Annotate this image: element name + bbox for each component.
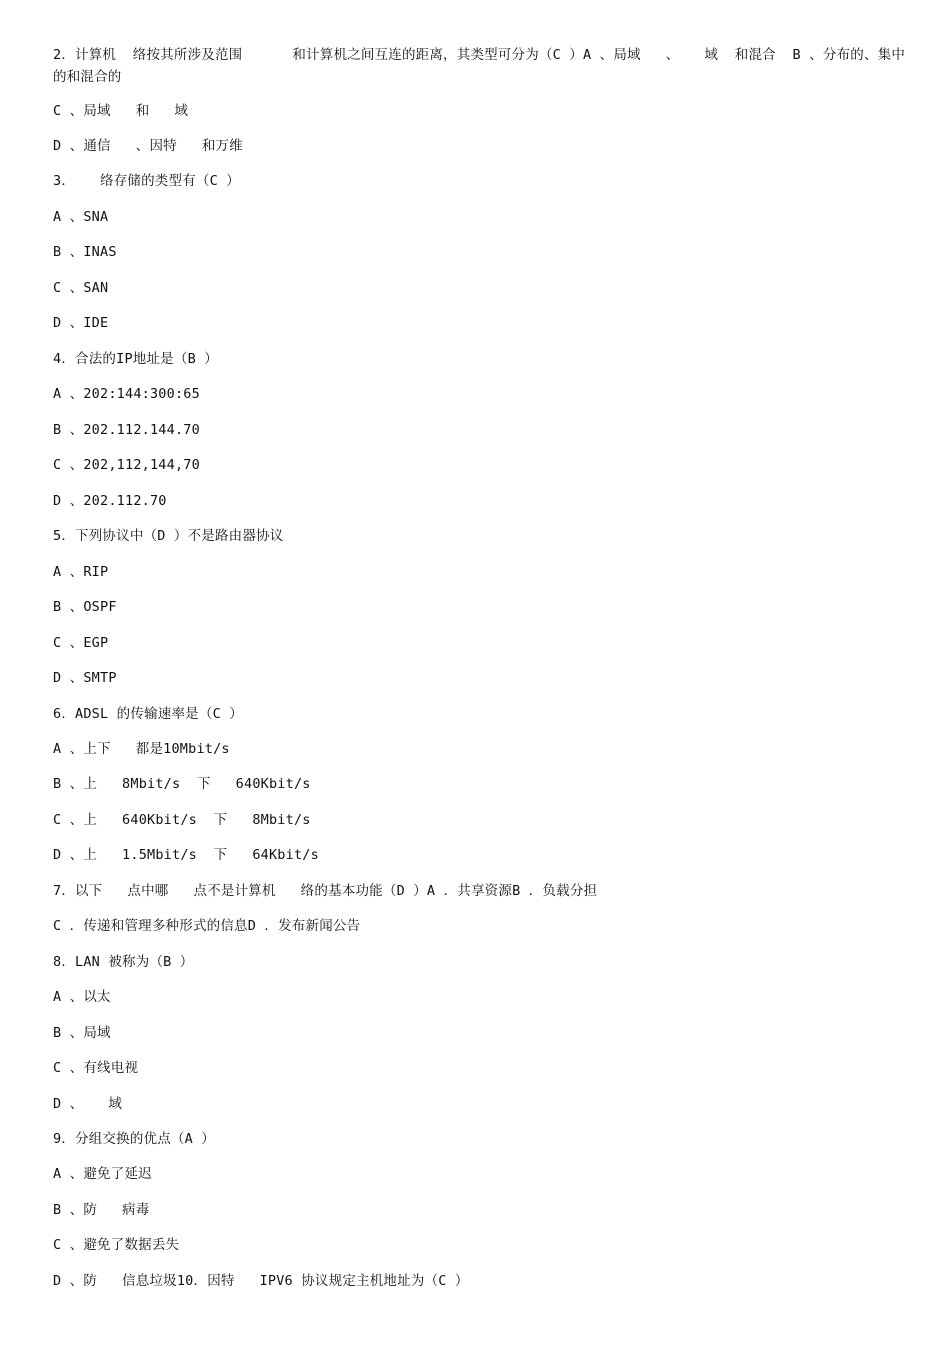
question-4-text: 4．合法的IP地址是（B ） xyxy=(53,351,218,367)
question-2-option-c: C 、局域 和 域 xyxy=(53,103,189,119)
question-4-option-a: A 、202:144:300:65 xyxy=(53,386,200,402)
question-6-option-d: D 、上 1.5Mbit/s 下 64Kbit/s xyxy=(53,847,319,863)
question-8-option-a: A 、以太 xyxy=(53,989,111,1005)
question-8-option-c: C 、有线电视 xyxy=(53,1060,139,1076)
question-9-option-c: C 、避免了数据丢失 xyxy=(53,1237,180,1253)
question-5-option-b: B 、OSPF xyxy=(53,599,117,615)
question-2-option-d: D 、通信 、因特 和万维 xyxy=(53,138,243,154)
question-5-option-c: C 、EGP xyxy=(53,635,109,651)
question-3-text: 3． 络存储的类型有（C ） xyxy=(53,173,240,189)
question-3-option-b: B 、INAS xyxy=(53,244,117,260)
question-6-option-c: C 、上 640Kbit/s 下 8Mbit/s xyxy=(53,812,311,828)
question-8-text: 8．LAN 被称为（B ） xyxy=(53,954,194,970)
question-7-text: 7．以下 点中哪 点不是计算机 络的基本功能（D ）A ．共享资源B ．负载分担 xyxy=(53,883,598,899)
question-9-option-a: A 、避免了延迟 xyxy=(53,1166,152,1182)
question-3-option-c: C 、SAN xyxy=(53,280,109,296)
question-5-option-a: A 、RIP xyxy=(53,564,109,580)
question-4-option-c: C 、202,112,144,70 xyxy=(53,457,200,473)
question-6-text: 6．ADSL 的传输速率是（C ） xyxy=(53,706,243,722)
question-2-text: 2．计算机 络按其所涉及范围 和计算机之间互连的距离，其类型可分为（C ）A 、局域 、 域 和混合 B 、分布的、集中的和混合的 xyxy=(53,47,906,85)
question-5-option-d: D 、SMTP xyxy=(53,670,117,686)
question-9-text: 9．分组交换的优点（A ） xyxy=(53,1131,215,1147)
question-7-options-cd: C ．传递和管理多种形式的信息D ．发布新闻公告 xyxy=(53,918,361,934)
question-8-option-d: D 、 域 xyxy=(53,1096,123,1112)
question-6-option-a: A 、上下 都是10Mbit/s xyxy=(53,741,230,757)
question-4-option-b: B 、202.112.144.70 xyxy=(53,422,200,438)
question-9-option-d-and-question-10: D 、防 信息垃圾10．因特 IPV6 协议规定主机地址为（C ） xyxy=(53,1273,469,1289)
question-3-option-d: D 、IDE xyxy=(53,315,109,331)
question-3-option-a: A 、SNA xyxy=(53,209,109,225)
question-5-text: 5．下列协议中（D ）不是路由器协议 xyxy=(53,528,284,544)
question-4-option-d: D 、202.112.70 xyxy=(53,493,167,509)
question-8-option-b: B 、局域 xyxy=(53,1025,111,1041)
question-9-option-b: B 、防 病毒 xyxy=(53,1202,150,1218)
question-6-option-b: B 、上 8Mbit/s 下 640Kbit/s xyxy=(53,776,311,792)
